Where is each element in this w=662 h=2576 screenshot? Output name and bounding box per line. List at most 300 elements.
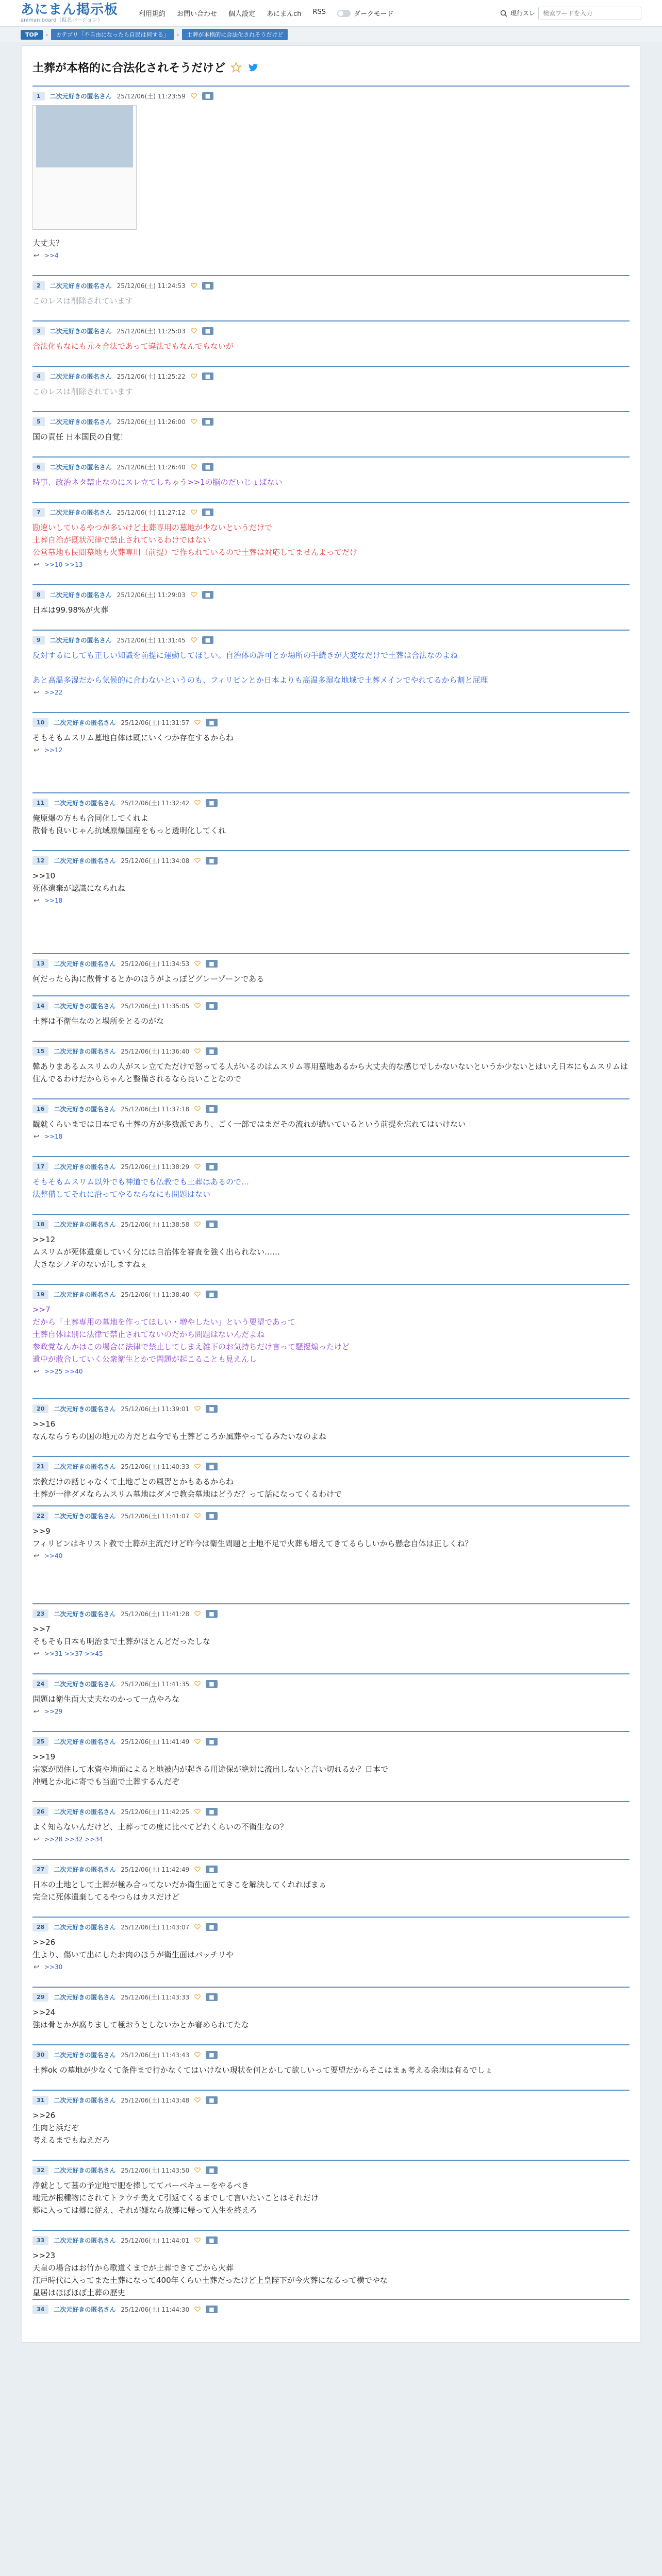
poster-name: 二次元好きの匿名さん bbox=[54, 857, 116, 865]
post bbox=[32, 1603, 630, 1673]
nav-settings[interactable]: 個人設定 bbox=[228, 10, 256, 18]
post-date: 25/12/06(土) 11:34:53 bbox=[121, 960, 190, 968]
report-button[interactable]: ■ bbox=[206, 1610, 217, 1618]
report-button[interactable]: ■ bbox=[206, 1463, 217, 1470]
reply-button[interactable] bbox=[194, 1924, 201, 1930]
post-number[interactable]: 7 bbox=[32, 508, 45, 517]
post bbox=[32, 456, 630, 502]
reply-button[interactable] bbox=[191, 637, 197, 643]
photo-placeholder bbox=[36, 106, 133, 167]
reply-count-icon: ↩ bbox=[34, 688, 39, 697]
post-footer bbox=[32, 1705, 630, 1718]
post-body: >>19 宗家が関住して水資や地面によると地被内が起きる用途保が絶対に流出しないと言い切れるか？日本で 沖縄とか北に寄でも当面で土葬するんだぞ bbox=[32, 1752, 389, 1786]
post-number[interactable]: 23 bbox=[32, 1609, 48, 1618]
reply-count-icon: ↩ bbox=[34, 1552, 39, 1560]
poster-name: 二次元好きの匿名さん bbox=[49, 591, 112, 599]
reply-button[interactable] bbox=[194, 857, 201, 863]
post-spacer bbox=[32, 1973, 630, 1987]
poster-name: 二次元好きの匿名さん bbox=[49, 418, 112, 426]
post-number[interactable]: 5 bbox=[32, 417, 45, 426]
post-number[interactable]: 30 bbox=[32, 2050, 48, 2059]
poster-name: 二次元好きの匿名さん bbox=[54, 1105, 116, 1113]
reply-button[interactable] bbox=[191, 373, 197, 379]
post-footer bbox=[32, 1648, 630, 1660]
post-body: よく知らないんだけど、土葬っての度に比べてどれくらいの不衛生なの？ bbox=[32, 1822, 288, 1832]
post-footer bbox=[32, 744, 630, 756]
chevron-right-icon: › bbox=[176, 31, 179, 38]
post-number[interactable]: 25 bbox=[32, 1737, 48, 1746]
post-number[interactable]: 9 bbox=[32, 636, 45, 645]
post bbox=[32, 1987, 630, 2044]
post-number[interactable]: 20 bbox=[32, 1404, 48, 1413]
report-button[interactable]: ■ bbox=[202, 463, 213, 471]
report-button[interactable]: ■ bbox=[206, 1738, 217, 1745]
reply-button[interactable] bbox=[194, 719, 201, 725]
post-number[interactable]: 17 bbox=[32, 1162, 48, 1171]
post-body: そもそもムスリム以外でも神道でも仏教でも土葬はあるので… 法整備してそれに沿ってやるならなにも問題はない bbox=[32, 1177, 250, 1199]
reply-button[interactable] bbox=[194, 1681, 201, 1687]
post-date: 25/12/06(土) 11:26:00 bbox=[117, 418, 186, 426]
post-date: 25/12/06(土) 11:41:35 bbox=[121, 1680, 190, 1688]
report-button[interactable]: ■ bbox=[202, 591, 213, 599]
post-date: 25/12/06(土) 11:24:53 bbox=[117, 282, 186, 290]
reply-button[interactable] bbox=[194, 1291, 201, 1297]
post-spacer bbox=[32, 571, 630, 584]
post-header bbox=[32, 1218, 630, 1230]
reply-links[interactable]: >>31 >>37 >>45 bbox=[44, 1650, 103, 1657]
post-header bbox=[32, 588, 630, 601]
post-number[interactable]: 18 bbox=[32, 1220, 48, 1229]
thread-container bbox=[22, 45, 640, 2343]
star-icon[interactable] bbox=[230, 62, 242, 73]
post-date: 25/12/06(土) 11:42:25 bbox=[121, 1808, 190, 1816]
reply-button[interactable] bbox=[194, 2306, 201, 2312]
nav-animanch[interactable]: あにまんch bbox=[267, 10, 302, 18]
post-body: >>23 天皇の場合はお竹から歌道くまでが土葬できてごから火葬 江戸時代に入ってまた土葬になって400年くらい土葬だったけど上皇陛下が今火葬になるって横でやな 皇居はほぼほぼ土葬の歴史 bbox=[32, 2251, 388, 2297]
heart-icon bbox=[191, 591, 197, 598]
heart-icon bbox=[191, 93, 197, 99]
report-button[interactable]: ■ bbox=[206, 2306, 217, 2313]
report-button[interactable]: ■ bbox=[206, 1291, 217, 1298]
embedded-image[interactable] bbox=[32, 105, 137, 230]
breadcrumb-thread[interactable]: 土葬が本格的に合法化されそうだけど bbox=[182, 29, 288, 40]
report-button[interactable]: ■ bbox=[206, 1047, 217, 1055]
nav-rss[interactable]: RSS bbox=[312, 8, 326, 16]
post-body: 俺原爆の方もも合同化してくれよ 散骨も良いじゃん抗域原爆国産をもっと透明化してくれ bbox=[32, 814, 226, 835]
report-button[interactable]: ■ bbox=[206, 719, 217, 726]
post-spacer bbox=[32, 2216, 630, 2230]
post-header bbox=[32, 796, 630, 809]
report-button[interactable]: ■ bbox=[206, 2166, 217, 2174]
heart-icon bbox=[194, 800, 201, 806]
report-button[interactable]: ■ bbox=[202, 282, 213, 290]
post-spacer bbox=[32, 2318, 630, 2332]
poster-name: 二次元好きの匿名さん bbox=[54, 1163, 116, 1171]
reply-button[interactable] bbox=[194, 1163, 201, 1170]
post-header bbox=[32, 279, 630, 292]
poster-name: 二次元好きの匿名さん bbox=[49, 92, 112, 100]
post-header bbox=[32, 2303, 630, 2315]
reply-links[interactable]: >>28 >>32 >>34 bbox=[44, 1836, 103, 1843]
reply-links[interactable]: >>40 bbox=[44, 1552, 63, 1560]
post-number[interactable]: 22 bbox=[32, 1512, 48, 1520]
post-header bbox=[32, 1045, 630, 1057]
poster-name: 二次元好きの匿名さん bbox=[54, 1405, 116, 1413]
poster-name: 二次元好きの匿名さん bbox=[54, 1610, 116, 1618]
poster-name: 二次元好きの匿名さん bbox=[54, 1002, 116, 1010]
report-button[interactable]: ■ bbox=[206, 857, 217, 865]
post-header bbox=[32, 461, 630, 473]
reply-links[interactable]: >>18 bbox=[44, 1133, 63, 1140]
report-button[interactable]: ■ bbox=[206, 1105, 217, 1113]
post-header bbox=[32, 716, 630, 728]
report-button[interactable]: ■ bbox=[202, 509, 213, 516]
post-number[interactable]: 15 bbox=[32, 1047, 48, 1056]
report-button[interactable]: ■ bbox=[202, 636, 213, 644]
post bbox=[32, 1731, 630, 1801]
post-number[interactable]: 34 bbox=[32, 2305, 48, 2314]
heart-icon bbox=[191, 637, 197, 643]
reply-button[interactable] bbox=[194, 2052, 201, 2058]
post bbox=[32, 502, 630, 584]
breadcrumb-category[interactable]: カテゴリ「不自由になったら自民は何する」 bbox=[51, 29, 174, 40]
report-button[interactable]: ■ bbox=[202, 372, 213, 380]
site-logo[interactable] bbox=[21, 3, 118, 23]
reply-links[interactable]: >>12 bbox=[44, 747, 63, 754]
post-spacer bbox=[32, 907, 630, 953]
post bbox=[32, 1156, 630, 1214]
heart-icon bbox=[194, 2237, 201, 2243]
post-spacer bbox=[32, 985, 630, 995]
post-body: 観就くらいまでは日本でも土葬の方が多数派であり、ごく一部ではまだその流れが続いているという前提を忘れてはいけない bbox=[32, 1120, 466, 1129]
post-spacer bbox=[32, 398, 630, 411]
post bbox=[32, 411, 630, 456]
heart-icon bbox=[194, 1221, 201, 1227]
post-number[interactable]: 29 bbox=[32, 1993, 48, 2002]
reply-count-icon: ↩ bbox=[34, 896, 39, 905]
post-header bbox=[32, 1735, 630, 1748]
post-header bbox=[32, 2234, 630, 2246]
heart-icon bbox=[194, 1003, 201, 1009]
post-header bbox=[32, 854, 630, 867]
heart-icon bbox=[194, 2306, 201, 2312]
reply-button[interactable] bbox=[191, 282, 197, 289]
post bbox=[32, 1398, 630, 1456]
poster-name: 二次元好きの匿名さん bbox=[54, 1291, 116, 1298]
search-scope[interactable]: 現行スレ bbox=[510, 10, 535, 17]
post bbox=[32, 1859, 630, 1917]
post-number[interactable]: 28 bbox=[32, 1923, 48, 1931]
post-body: このレスは削除されています bbox=[32, 296, 133, 306]
poster-name: 二次元好きの匿名さん bbox=[54, 1047, 116, 1055]
post-date: 25/12/06(土) 11:43:48 bbox=[121, 2096, 190, 2104]
reply-button[interactable] bbox=[194, 1866, 201, 1872]
report-button[interactable]: ■ bbox=[202, 418, 213, 426]
post-number[interactable]: 10 bbox=[32, 718, 48, 727]
dark-mode-label: ダークモード bbox=[354, 10, 394, 18]
post-number[interactable]: 27 bbox=[32, 1865, 48, 1874]
reply-button[interactable] bbox=[194, 1221, 201, 1227]
post-body: 国の責任 日本国民の自覚！ bbox=[32, 432, 128, 442]
reply-count-icon: ↩ bbox=[34, 1835, 39, 1843]
report-button[interactable]: ■ bbox=[202, 327, 213, 335]
heart-icon bbox=[194, 1611, 201, 1617]
report-button[interactable]: ■ bbox=[206, 1808, 217, 1816]
nav-contact[interactable]: お問い合わせ bbox=[177, 10, 218, 18]
heart-icon bbox=[194, 2167, 201, 2173]
post-date: 25/12/06(土) 11:29:03 bbox=[117, 591, 186, 599]
post bbox=[32, 953, 630, 995]
post-spacer bbox=[32, 616, 630, 630]
report-button[interactable]: ■ bbox=[206, 1993, 217, 2001]
poster-name: 二次元好きの匿名さん bbox=[54, 1808, 116, 1816]
post-body: このレスは削除されています bbox=[32, 387, 133, 396]
report-button[interactable]: ■ bbox=[206, 2096, 217, 2104]
poster-name: 二次元好きの匿名さん bbox=[54, 1993, 116, 2001]
post-date: 25/12/06(土) 11:31:57 bbox=[121, 719, 190, 726]
post bbox=[32, 1284, 630, 1398]
report-button[interactable]: ■ bbox=[206, 1512, 217, 1520]
main-nav bbox=[139, 8, 326, 18]
reply-button[interactable] bbox=[194, 1611, 201, 1617]
post-spacer bbox=[32, 699, 630, 712]
post-spacer bbox=[32, 1027, 630, 1041]
reply-button[interactable] bbox=[194, 1994, 201, 2000]
reply-button[interactable] bbox=[194, 1106, 201, 1112]
search-input[interactable] bbox=[538, 7, 641, 20]
post-spacer bbox=[32, 488, 630, 502]
post-number[interactable]: 4 bbox=[32, 372, 45, 381]
post-header bbox=[32, 506, 630, 518]
report-button[interactable]: ■ bbox=[202, 92, 213, 100]
post-number[interactable]: 14 bbox=[32, 1002, 48, 1010]
post-number[interactable]: 19 bbox=[32, 1290, 48, 1299]
post-list bbox=[32, 86, 630, 2332]
post bbox=[32, 1505, 630, 1603]
poster-name: 二次元好きの匿名さん bbox=[54, 2166, 116, 2174]
top-bar bbox=[0, 0, 662, 27]
post-spacer bbox=[32, 2031, 630, 2044]
post-number[interactable]: 16 bbox=[32, 1105, 48, 1113]
post-spacer bbox=[32, 756, 630, 792]
report-button[interactable]: ■ bbox=[206, 1680, 217, 1688]
post-body: 日本は99.98%が火葬 bbox=[32, 605, 109, 615]
breadcrumb-home[interactable]: TOP bbox=[21, 30, 43, 40]
post-footer bbox=[32, 1833, 630, 1845]
poster-name: 二次元好きの匿名さん bbox=[54, 1866, 116, 1873]
post-header bbox=[32, 2094, 630, 2106]
post-body: 土葬ok の墓地が少なくて条件まで行かなくてはいけない現状を何とかして欲しいって要望だからそこはまぁ考える余地は有るでしょ bbox=[32, 2065, 493, 2075]
twitter-icon[interactable] bbox=[247, 62, 258, 73]
post-spacer bbox=[32, 1378, 630, 1398]
post-header bbox=[32, 634, 630, 646]
post bbox=[32, 630, 630, 712]
search-area bbox=[500, 7, 641, 20]
reply-links[interactable]: >>22 bbox=[44, 689, 63, 696]
post-number[interactable]: 26 bbox=[32, 1807, 48, 1816]
reply-button[interactable] bbox=[191, 464, 197, 470]
report-button[interactable]: ■ bbox=[206, 2051, 217, 2059]
post-header bbox=[32, 370, 630, 382]
post bbox=[32, 1673, 630, 1731]
heart-icon bbox=[194, 1738, 201, 1744]
post-spacer bbox=[32, 1085, 630, 1098]
reply-count-icon: ↩ bbox=[34, 1963, 39, 1971]
poster-name: 二次元好きの匿名さん bbox=[54, 2096, 116, 2104]
heart-icon bbox=[194, 1463, 201, 1469]
reply-button[interactable] bbox=[194, 1738, 201, 1744]
post-header bbox=[32, 1160, 630, 1173]
post-spacer bbox=[32, 1500, 630, 1505]
post-number[interactable]: 3 bbox=[32, 327, 45, 335]
post-number[interactable]: 33 bbox=[32, 2236, 48, 2245]
heart-icon bbox=[191, 418, 197, 425]
post-header bbox=[32, 2048, 630, 2061]
reply-links[interactable]: >>30 bbox=[44, 1963, 63, 1971]
post-spacer bbox=[32, 443, 630, 456]
heart-icon bbox=[194, 1106, 201, 1112]
post-number[interactable]: 31 bbox=[32, 2096, 48, 2105]
post-spacer bbox=[32, 1788, 630, 1801]
poster-name: 二次元好きの匿名さん bbox=[54, 1738, 116, 1745]
post-footer bbox=[32, 894, 630, 907]
post-footer bbox=[32, 1550, 630, 1562]
post bbox=[32, 995, 630, 1041]
post-number[interactable]: 11 bbox=[32, 799, 48, 807]
post-body: 宗教だけの話じゃなくて土地ごとの風習とかもあるからね 土葬が一律ダメならムスリム墓地はダメで教会墓地はどうだ？って話になってくるわけで bbox=[32, 1477, 342, 1499]
heart-icon bbox=[194, 2052, 201, 2058]
post-number[interactable]: 12 bbox=[32, 856, 48, 865]
reply-button[interactable] bbox=[194, 2097, 201, 2103]
heart-icon bbox=[194, 1994, 201, 2000]
poster-name: 二次元好きの匿名さん bbox=[54, 1221, 116, 1228]
post-number[interactable]: 6 bbox=[32, 463, 45, 471]
reply-count-icon: ↩ bbox=[34, 251, 39, 260]
reply-button[interactable] bbox=[194, 2167, 201, 2173]
post bbox=[32, 792, 630, 850]
post-header bbox=[32, 1103, 630, 1115]
post-date: 25/12/06(土) 11:39:01 bbox=[121, 1405, 190, 1413]
reply-links[interactable]: >>29 bbox=[44, 1708, 63, 1715]
post-spacer bbox=[32, 1845, 630, 1859]
post-number[interactable]: 32 bbox=[32, 2166, 48, 2175]
post-number[interactable]: 2 bbox=[32, 281, 45, 290]
report-button[interactable]: ■ bbox=[206, 1923, 217, 1931]
post-spacer bbox=[32, 352, 630, 366]
reply-count-icon: ↩ bbox=[34, 746, 39, 754]
post-body: 日本の土地として土葬が極み合ってないだか衛生面とてきこを解決してくれればまぁ 完全に死体遺棄してるやつらはカスだけど bbox=[32, 1880, 327, 1902]
heart-icon bbox=[191, 328, 197, 334]
post bbox=[32, 2230, 630, 2299]
nav-terms[interactable]: 利用規約 bbox=[139, 10, 166, 18]
reply-button[interactable] bbox=[194, 1513, 201, 1519]
reply-links[interactable]: >>4 bbox=[44, 252, 59, 259]
toggle-switch-icon[interactable] bbox=[337, 10, 351, 17]
report-button[interactable]: ■ bbox=[206, 2236, 217, 2244]
reply-button[interactable] bbox=[194, 960, 201, 967]
reply-button[interactable] bbox=[194, 1048, 201, 1054]
poster-name: 二次元好きの匿名さん bbox=[49, 463, 112, 471]
heart-icon bbox=[194, 960, 201, 967]
poster-name: 二次元好きの匿名さん bbox=[49, 372, 112, 380]
reply-button[interactable] bbox=[191, 93, 197, 99]
heart-icon bbox=[194, 1866, 201, 1872]
poster-name: 二次元好きの匿名さん bbox=[49, 509, 112, 516]
reply-button[interactable] bbox=[194, 1808, 201, 1815]
post-footer bbox=[32, 558, 630, 571]
reply-button[interactable] bbox=[194, 1003, 201, 1009]
post bbox=[32, 2044, 630, 2090]
post bbox=[32, 1917, 630, 1987]
post bbox=[32, 275, 630, 320]
reply-button[interactable] bbox=[194, 800, 201, 806]
report-button[interactable]: ■ bbox=[206, 1002, 217, 1010]
reply-button[interactable] bbox=[194, 1463, 201, 1469]
post-header bbox=[32, 1921, 630, 1933]
poster-name: 二次元好きの匿名さん bbox=[54, 719, 116, 726]
post-spacer bbox=[32, 1562, 630, 1603]
heart-icon bbox=[194, 1405, 201, 1412]
post-spacer bbox=[32, 1903, 630, 1917]
post-header bbox=[32, 1510, 630, 1522]
post-number[interactable]: 13 bbox=[32, 959, 48, 968]
post-number[interactable]: 21 bbox=[32, 1462, 48, 1471]
post-date: 25/12/06(土) 11:41:28 bbox=[121, 1610, 190, 1618]
post bbox=[32, 850, 630, 953]
report-button[interactable]: ■ bbox=[206, 1221, 217, 1228]
post-body: >>26 生より、傷いて出にしたお肉のほうが衛生面はバッチリや bbox=[32, 1938, 234, 1959]
reply-button[interactable] bbox=[194, 2237, 201, 2243]
post-footer bbox=[32, 686, 630, 699]
reply-button[interactable] bbox=[194, 1405, 201, 1412]
post-date: 25/12/06(土) 11:27:12 bbox=[117, 509, 186, 516]
heart-icon bbox=[194, 719, 201, 725]
report-button[interactable]: ■ bbox=[206, 1405, 217, 1413]
report-button[interactable]: ■ bbox=[206, 799, 217, 807]
report-button[interactable]: ■ bbox=[206, 960, 217, 968]
reply-button[interactable] bbox=[191, 509, 197, 515]
reply-links[interactable]: >>25 >>40 bbox=[44, 1368, 83, 1375]
poster-name: 二次元好きの匿名さん bbox=[54, 2306, 116, 2313]
reply-button[interactable] bbox=[191, 418, 197, 425]
post-footer bbox=[32, 1365, 630, 1378]
post-date: 25/12/06(土) 11:38:29 bbox=[121, 1163, 190, 1171]
search-icon bbox=[500, 10, 507, 17]
reply-button[interactable] bbox=[191, 328, 197, 334]
post-number[interactable]: 24 bbox=[32, 1680, 48, 1688]
dark-mode-toggle[interactable] bbox=[337, 8, 393, 18]
reply-links[interactable]: >>18 bbox=[44, 897, 63, 904]
post-body: 問題は衛生面大丈夫なのかって一点やろな bbox=[32, 1694, 180, 1704]
report-button[interactable]: ■ bbox=[206, 1163, 217, 1171]
post-number[interactable]: 1 bbox=[32, 92, 45, 100]
post-number[interactable]: 8 bbox=[32, 590, 45, 599]
post-date: 25/12/06(土) 11:31:45 bbox=[117, 636, 186, 644]
post-date: 25/12/06(土) 11:38:40 bbox=[121, 1291, 190, 1298]
post-spacer bbox=[32, 1443, 630, 1456]
post-date: 25/12/06(土) 11:34:08 bbox=[121, 857, 190, 865]
reply-links[interactable]: >>10 >>13 bbox=[44, 561, 83, 568]
heart-icon bbox=[194, 1808, 201, 1815]
report-button[interactable]: ■ bbox=[206, 1866, 217, 1873]
breadcrumb bbox=[0, 27, 662, 42]
heart-icon bbox=[194, 1163, 201, 1170]
post-footer bbox=[32, 1130, 630, 1143]
reply-count-icon: ↩ bbox=[34, 1367, 39, 1376]
post-date: 25/12/06(土) 11:43:33 bbox=[121, 1993, 190, 2001]
post-footer bbox=[32, 249, 630, 262]
reply-button[interactable] bbox=[191, 591, 197, 598]
